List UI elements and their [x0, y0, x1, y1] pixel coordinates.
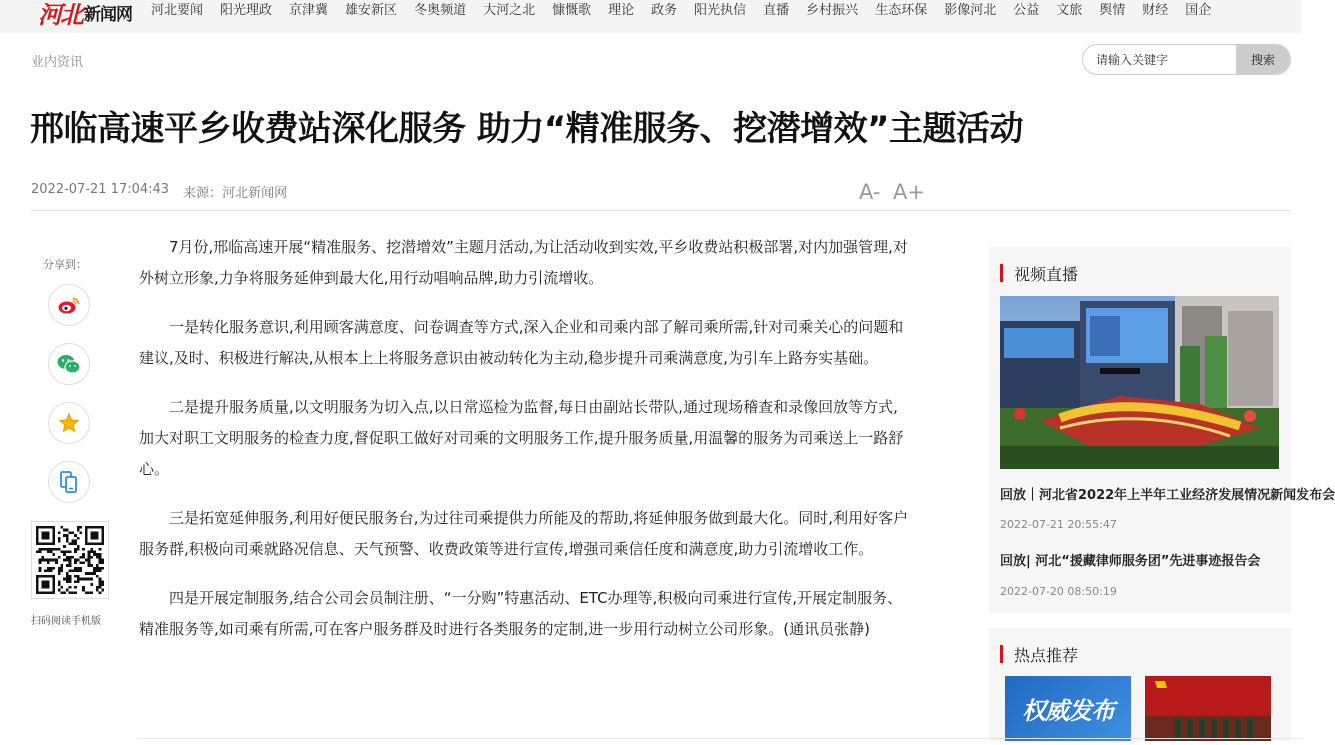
article-paragraph-4: 三是拓宽延伸服务,利用好便民服务台,为过往司乘提供力所能及的帮助,将延伸服务做到最大化。同时,利用好客户服务群,积极向司乘就路况信息、天气预警、收费政策等进行宣传,增强司乘信任度和满意度,助力引流增收工作。 [139, 509, 909, 558]
search-input[interactable] [1083, 45, 1235, 74]
qr-code [31, 521, 109, 599]
hot-thumbnail-1[interactable] [1005, 676, 1131, 741]
nav-item-13[interactable]: 影像河北 [944, 3, 997, 18]
flag-parade-image [1145, 676, 1271, 741]
nav-item-8[interactable]: 政务 [651, 3, 678, 18]
nav-item-4[interactable]: 冬奥频道 [414, 3, 467, 18]
nav-item-14[interactable]: 公益 [1013, 3, 1040, 18]
video-heading-text: 视频直播 [1014, 264, 1079, 284]
weibo-icon [57, 295, 81, 315]
share-favorite-button[interactable] [48, 402, 90, 444]
breadcrumb[interactable]: 业内资讯 [31, 55, 84, 70]
nav-item-12[interactable]: 生态环保 [875, 3, 928, 18]
nav-item-2[interactable]: 京津冀 [289, 3, 329, 18]
nav-item-5[interactable]: 大河之北 [483, 3, 536, 18]
nav-item-1[interactable]: 阳光理政 [220, 3, 273, 18]
hot-thumbnail-2[interactable] [1145, 676, 1271, 741]
video-item-time-2: 2022-07-20 08:50:19 [1000, 585, 1117, 598]
article-body [139, 232, 909, 663]
nav-item-7[interactable]: 理论 [608, 3, 635, 18]
main-nav [151, 0, 1228, 22]
share-weibo-button[interactable] [48, 284, 90, 326]
publish-datetime: 2022-07-21 17:04:43 [31, 182, 170, 197]
nav-item-11[interactable]: 乡村振兴 [806, 3, 859, 18]
bottom-divider [139, 738, 1301, 739]
qr-label: 扫码阅读手机版 [31, 616, 101, 627]
hot-panel-heading [1000, 644, 1078, 664]
nav-item-17[interactable]: 财经 [1142, 3, 1169, 18]
site-logo[interactable] [38, 0, 132, 30]
nav-item-15[interactable]: 文旅 [1056, 3, 1083, 18]
nav-item-10[interactable]: 直播 [763, 3, 790, 18]
article-paragraph-3: 二是提升服务质量,以文明服务为切入点,以日常巡检为监督,每日由副站长带队,通过现场稽查和录像回放等方式,加大对职工文明服务的检查力度,督促职工做好对司乘的文明服务工作,提升服务质量,用温馨的服务为司乘送上一路舒心。 [139, 398, 904, 478]
nav-item-3[interactable]: 雄安新区 [345, 3, 398, 18]
hot-heading-text: 热点推荐 [1014, 645, 1079, 665]
search-button[interactable]: 搜索 [1236, 45, 1290, 74]
font-increase-button[interactable]: A+ [893, 180, 925, 204]
article-paragraph-1: 7月份,邢临高速开展“精准服务、挖潜增效”主题月活动,为让活动收到实效,平乡收费站积极部署,对内加强管理,对外树立形象,力争将服务延伸到最大化,用行动唱响品牌,助力引流增收。 [139, 238, 908, 287]
nav-item-9[interactable]: 阳光执信 [694, 3, 747, 18]
video-item-title-1[interactable]: 回放｜河北省2022年上半年工业经济发展情况新闻发布会 [1000, 488, 1335, 503]
nav-item-6[interactable]: 慷慨歌 [552, 3, 592, 18]
search-box [1082, 44, 1291, 75]
qr-code-icon [36, 526, 104, 594]
article-paragraph-5: 四是开展定制服务,结合公司会员制注册、“一分购”特惠活动、ETC办理等,积极向司乘进行宣传,开展定制服务、精准服务等,如司乘有所需,可在客户服务群及时进行各类服务的定制,进一步用行动树立公司形象。(通讯员张静) [139, 589, 903, 638]
nav-item-0[interactable]: 河北要闻 [151, 3, 204, 18]
video-item-time-1: 2022-07-21 20:55:47 [1000, 518, 1117, 531]
article-source: 来源：河北新闻网 [183, 186, 288, 201]
article-paragraph-2: 一是转化服务意识,利用顾客满意度、问卷调查等方式,深入企业和司乘内部了解司乘所需,针对司乘关心的问题和建议,及时、积极进行解决,从根本上上将服务意识由被动转化为主动,稳步提升司乘满意度,为引车上路夯实基础。 [139, 318, 904, 367]
hot-recommend-panel [989, 628, 1291, 741]
top-nav-bar [0, 0, 1301, 33]
meta-divider [31, 210, 1291, 211]
share-mobile-button[interactable] [48, 461, 90, 503]
mobile-copy-icon [58, 470, 80, 494]
favorite-star-icon [58, 412, 80, 434]
video-panel-heading [1000, 263, 1078, 283]
nav-item-16[interactable]: 舆情 [1099, 3, 1126, 18]
video-live-panel [989, 247, 1335, 613]
video-thumbnail[interactable] [1000, 296, 1279, 469]
article-meta [31, 182, 287, 201]
hot-thumbnail-1-text: 权威发布 [1022, 697, 1114, 725]
video-item-title-2[interactable]: 回放| 河北“援藏律师服务团”先进事迹报告会 [1000, 554, 1261, 569]
logo-mark: 河北 [38, 0, 82, 29]
heading-accent-bar [1000, 264, 1003, 282]
nav-item-18[interactable]: 国企 [1185, 3, 1212, 18]
logo-text: 新闻网 [84, 5, 132, 25]
font-decrease-button[interactable]: A- [859, 180, 881, 204]
share-label: 分享到： [43, 258, 87, 271]
share-wechat-button[interactable] [48, 343, 90, 385]
heading-accent-bar [1000, 645, 1003, 663]
street-scene-image [1000, 296, 1279, 469]
article-title: 邢临高速平乡收费站深化服务 助力“精准服务、挖潜增效”主题活动 [30, 109, 1024, 149]
wechat-icon [56, 353, 82, 375]
